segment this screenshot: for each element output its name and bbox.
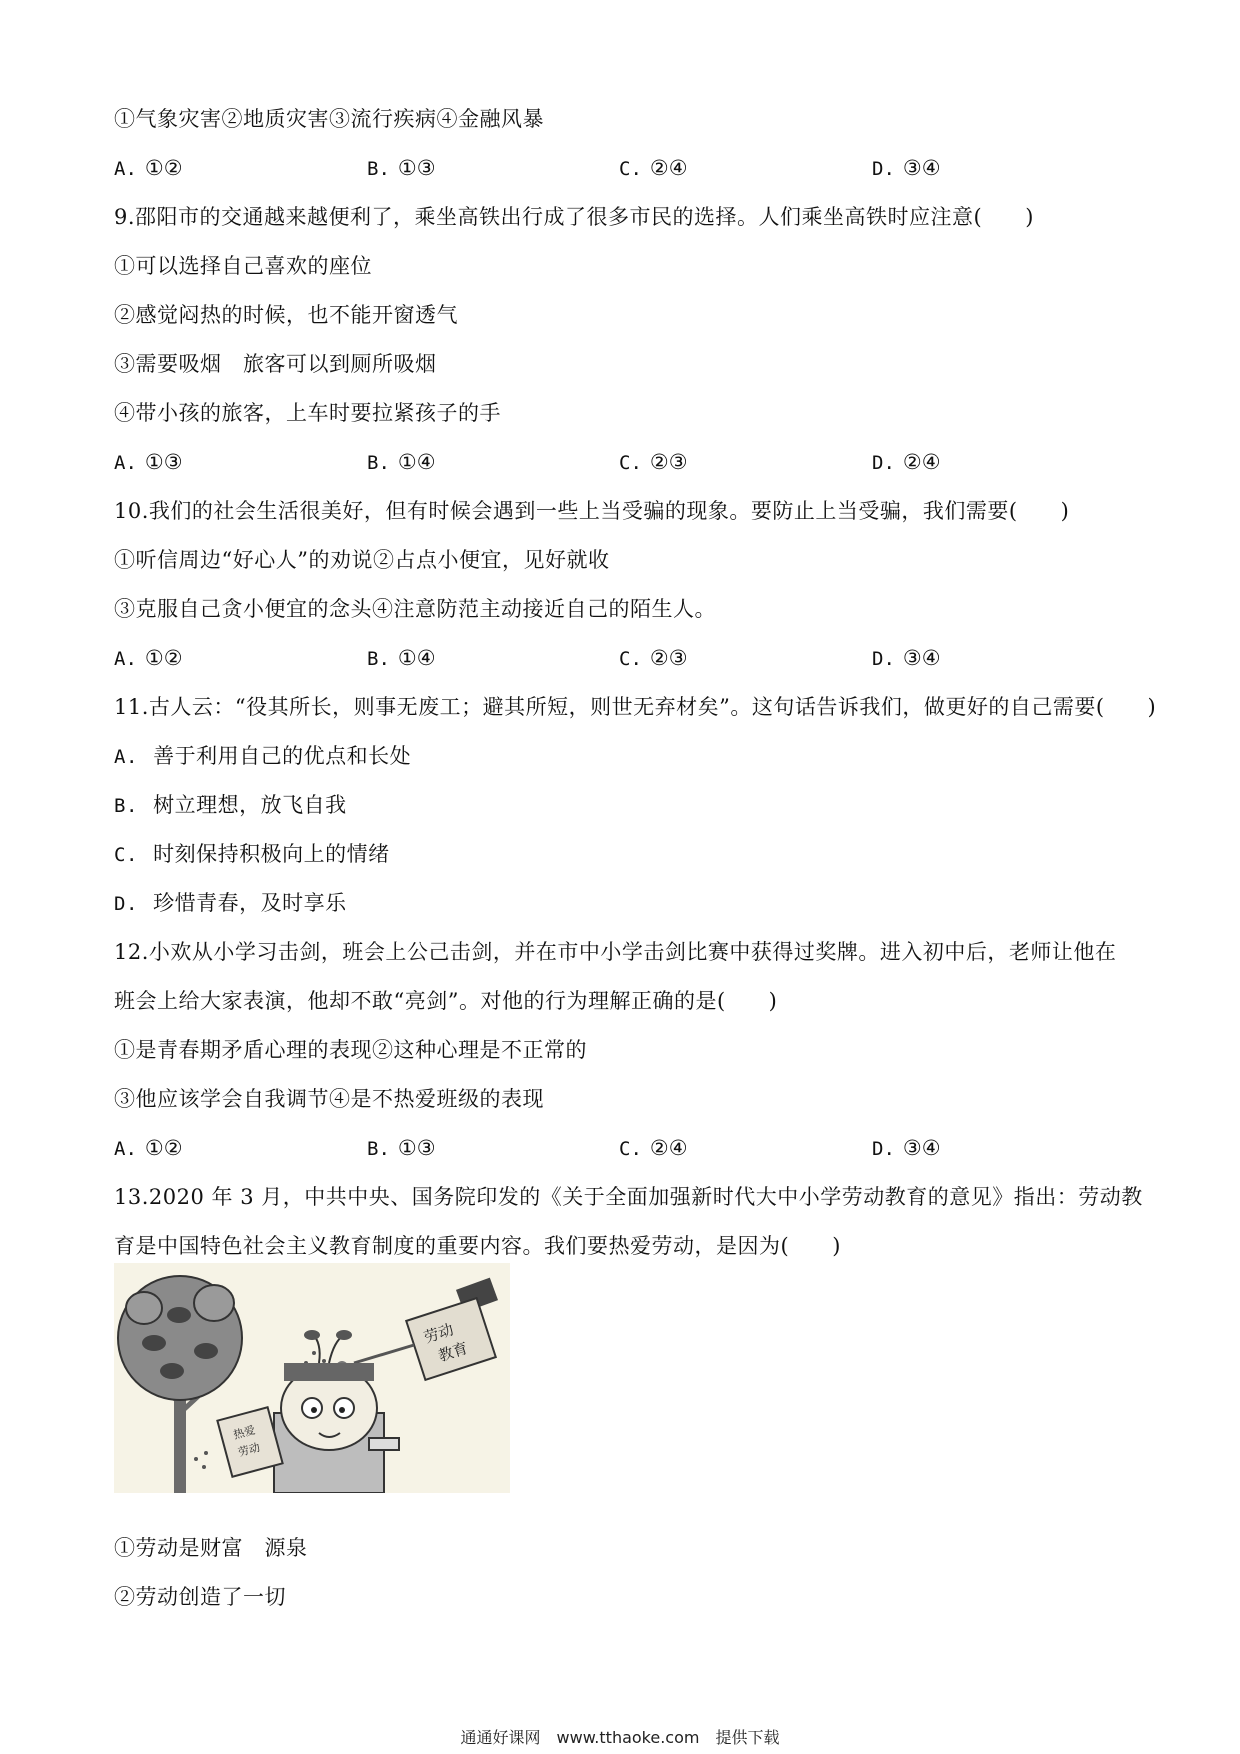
option-a[interactable]: A. ①② (114, 156, 183, 180)
q9-item-2: ②感觉闷热的时候，也不能开窗透气 (114, 303, 458, 327)
q13-stem-line-2: 育是中国特色社会主义教育制度的重要内容。我们要热爱劳动，是因为( ) (114, 1234, 841, 1258)
option-d[interactable]: D. 珍惜青春，及时享乐 (114, 891, 347, 915)
option-b[interactable]: B. ①③ (367, 1136, 436, 1160)
option-d[interactable]: D. ③④ (872, 646, 941, 670)
option-b[interactable]: B. ①④ (367, 450, 436, 474)
q12-stem-line-1: 12.小欢从小学习击剑，班会上公己击剑，并在市中小学击剑比赛中获得过奖牌。进入初中后，老师让他在 (114, 940, 1117, 964)
q10-item-1: ①听信周边“好心人”的劝说②占点小便宜，见好就收 (114, 548, 610, 572)
q9-item-4: ④带小孩的旅客，上车时要拉紧孩子的手 (114, 401, 501, 425)
option-c[interactable]: C. ②③ (619, 450, 688, 474)
q9-item-3: ③需要吸烟 旅客可以到厕所吸烟 (114, 352, 437, 376)
option-c[interactable]: C. 时刻保持积极向上的情绪 (114, 842, 390, 866)
q9-options (114, 447, 1134, 477)
q12-stem-line-2: 班会上给大家表演，他却不敢“亮剑”。对他的行为理解正确的是( ) (114, 989, 778, 1013)
page-footer: 通通好课网 www.tthaoke.com 提供下载 (460, 1728, 780, 1747)
can-label: 劳动教育 (421, 1320, 471, 1366)
option-c[interactable]: C. ②④ (619, 156, 688, 180)
q12-item-1: ①是青春期矛盾心理的表现②这种心理是不正常的 (114, 1038, 587, 1062)
q13-stem-line-1: 13.2020 年 3 月，中共中央、国务院印发的《关于全面加强新时代大中小学劳动教育的意见》指出：劳动教 (114, 1185, 1143, 1209)
option-d[interactable]: D. ③④ (872, 1136, 941, 1160)
book-label: 热爱劳动 (232, 1423, 262, 1460)
option-d[interactable]: D. ②④ (872, 450, 941, 474)
q12-options (114, 1133, 1134, 1163)
q10-item-2: ③克服自己贪小便宜的念头④注意防范主动接近自己的陌生人。 (114, 597, 716, 621)
q9-item-1: ①可以选择自己喜欢的座位 (114, 254, 372, 278)
option-b[interactable]: B. ①③ (367, 156, 436, 180)
option-a[interactable]: A. 善于利用自己的优点和长处 (114, 744, 412, 768)
q11-stem: 11.古人云：“役其所长，则事无废工；避其所短，则世无弃材矣”。这句话告诉我们，做更好的自己需要( ) (114, 695, 1157, 719)
option-c[interactable]: C. ②④ (619, 1136, 688, 1160)
option-a[interactable]: A. ①③ (114, 450, 183, 474)
option-c[interactable]: C. ②③ (619, 646, 688, 670)
option-b[interactable]: B. ①④ (367, 646, 436, 670)
q12-item-2: ③他应该学会自我调节④是不热爱班级的表现 (114, 1087, 544, 1111)
q8-options (114, 153, 1134, 183)
q8-items: ①气象灾害②地质灾害③流行疾病④金融风暴 (114, 107, 544, 131)
q10-options (114, 643, 1134, 673)
q9-stem: 9.邵阳市的交通越来越便利了，乘坐高铁出行成了很多市民的选择。人们乘坐高铁时应注意( ) (114, 205, 1034, 229)
option-b[interactable]: B. 树立理想，放飞自我 (114, 793, 347, 817)
option-a[interactable]: A. ①② (114, 1136, 183, 1160)
q10-stem: 10.我们的社会生活很美好，但有时候会遇到一些上当受骗的现象。要防止上当受骗，我们需要( ) (114, 499, 1070, 523)
labor-education-cartoon (114, 1263, 510, 1493)
q13-item-2: ②劳动创造了一切 (114, 1585, 286, 1609)
q13-item-1: ①劳动是财富 源泉 (114, 1536, 308, 1560)
option-d[interactable]: D. ③④ (872, 156, 941, 180)
option-a[interactable]: A. ①② (114, 646, 183, 670)
